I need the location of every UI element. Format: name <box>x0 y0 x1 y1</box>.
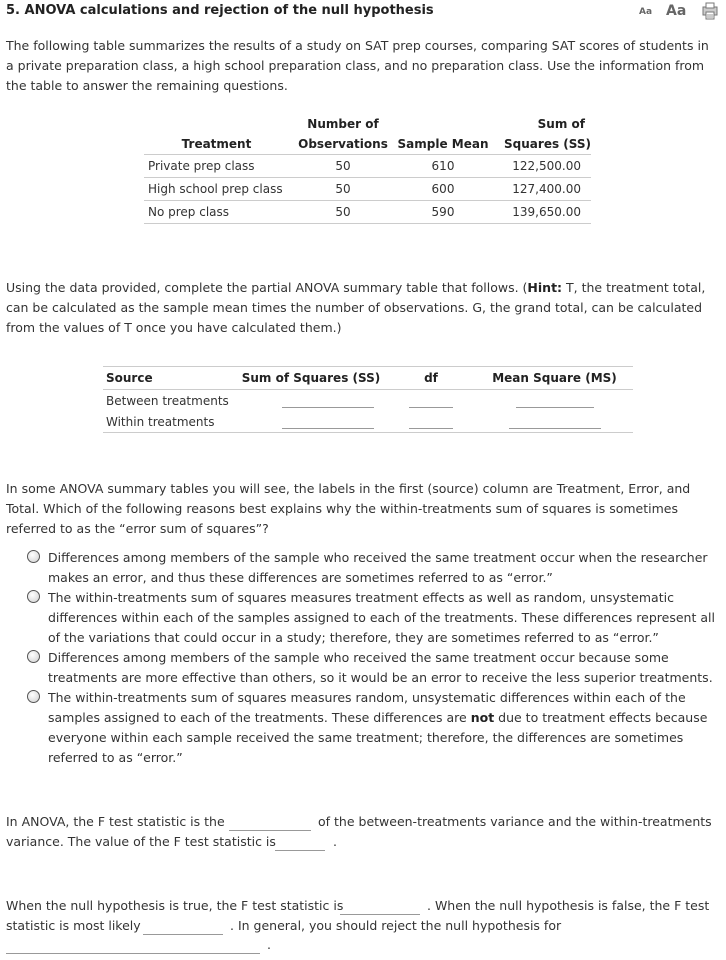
within-df-input[interactable] <box>409 414 453 429</box>
header-sample-mean: Sample Mean <box>397 137 489 151</box>
treatment-cell: High school prep class <box>144 178 289 201</box>
study-results-table <box>144 114 591 224</box>
fstat-ratio-dropdown[interactable] <box>229 816 311 831</box>
header-df: df <box>386 367 476 390</box>
instructions-paragraph <box>6 278 720 338</box>
null-false-dropdown[interactable] <box>143 920 223 935</box>
table-header-row-2 <box>144 134 591 155</box>
within-ms-input[interactable] <box>509 414 601 429</box>
null-true-dropdown[interactable] <box>340 900 420 915</box>
fstat-text-3: variance. The value of the F test statistic is <box>6 834 276 849</box>
header-observations: Observations <box>298 137 388 151</box>
table-header-row <box>103 367 633 390</box>
table-row <box>144 178 591 201</box>
fstat-value-input[interactable] <box>275 836 325 851</box>
font-size-large-button[interactable]: Aa <box>666 3 687 19</box>
nullh-text-4: . In general, you should reject the null hypothesis for <box>230 918 562 933</box>
font-size-small-button[interactable]: Aa <box>639 7 653 17</box>
header-squares-ss: Squares (SS) <box>504 137 591 151</box>
table-row <box>103 390 633 412</box>
anova-summary-table <box>103 366 633 433</box>
option-1-label[interactable]: Differences among members of the sample who received the same treatment occur when the researcher makes an error, and thus these differences are sometimes referred to as “error.” <box>48 550 708 585</box>
option-3-label[interactable]: Differences among members of the sample who received the same treatment occur because some treatments are more effective than others, so it would be an error to receive the less superior treatments. <box>48 650 713 685</box>
header-source: Source <box>103 367 236 390</box>
question-title: 5. ANOVA calculations and rejection of the null hypothesis <box>6 3 434 18</box>
fstat-text-4: . <box>333 834 337 849</box>
mean-cell: 590 <box>397 201 489 224</box>
option-4-radio[interactable] <box>27 690 40 703</box>
table-row <box>103 411 633 433</box>
source-cell: Between treatments <box>106 393 229 408</box>
hint-label: Hint: <box>527 280 563 295</box>
header-number-of: Number of <box>307 117 379 131</box>
fstat-text-1: In ANOVA, the F test statistic is the <box>6 814 225 829</box>
error-ss-question: In some ANOVA summary tables you will see, the labels in the first (source) column are Treatment, Error, and Total. Which of the following reasons best explains why the within-treatments sum of squares is sometimes referred to as the “error sum of squares”? <box>6 481 691 536</box>
reject-condition-dropdown[interactable] <box>6 939 260 954</box>
instructions-text: Using the data provided, complete the partial ANOVA summary table that follows. ( <box>6 280 528 295</box>
treatment-cell: No prep class <box>144 201 289 224</box>
n-cell: 50 <box>289 155 397 178</box>
table-header-row-1 <box>144 114 591 134</box>
n-cell: 50 <box>289 201 397 224</box>
fstat-text-2: of the between-treatments variance and the within-treatments <box>318 814 712 829</box>
nullh-text-1: When the null hypothesis is true, the F test statistic is <box>6 898 344 913</box>
ss-cell: 127,400.00 <box>489 178 591 201</box>
between-ms-input[interactable] <box>516 393 594 408</box>
nullh-text-5: . <box>267 937 271 952</box>
print-icon[interactable] <box>701 2 719 20</box>
nullh-text-3: statistic is most likely <box>6 918 141 933</box>
ss-cell: 139,650.00 <box>489 201 591 224</box>
between-ss-input[interactable] <box>282 393 374 408</box>
header-sum-of: Sum of <box>537 117 585 131</box>
table-row <box>144 201 591 224</box>
hint-text: T, the treatment total, can be calculated as the sample mean times the number of observations. G, the grand total, can be calculated from the values of T once you have calculated them.) <box>6 280 706 335</box>
between-df-input[interactable] <box>409 393 453 408</box>
question-header <box>0 0 726 30</box>
header-ms: Mean Square (MS) <box>476 367 633 390</box>
option-3-radio[interactable] <box>27 650 40 663</box>
source-cell: Within treatments <box>103 411 236 433</box>
option-2-label[interactable]: The within-treatments sum of squares measures treatment effects as well as random, unsystematic differences within each of the samples assigned to each of the treatments. These differences represent all of the variations that could occur in a study; therefore, they are sometimes referred to as “error.” <box>48 590 715 645</box>
header-ss: Sum of Squares (SS) <box>236 367 386 390</box>
option-1-radio[interactable] <box>27 550 40 563</box>
ss-cell: 122,500.00 <box>489 155 591 178</box>
option-2-radio[interactable] <box>27 590 40 603</box>
table-row <box>144 155 591 178</box>
intro-paragraph: The following table summarizes the results of a study on SAT prep courses, comparing SAT scores of students in a private preparation class, a high school preparation class, and no preparation class. Use the information from the table to answer the remaining questions. <box>6 38 709 93</box>
treatment-cell: Private prep class <box>144 155 289 178</box>
emphasis-not: not <box>470 710 495 725</box>
mean-cell: 600 <box>397 178 489 201</box>
option-4-label[interactable]: The within-treatments sum of squares measures random, unsystematic differences within each of the samples assigned to each of the treatments. These differences are not due to treatment effects because everyone within each sample received the same treatment; therefore, the differences are sometimes referred to as “error.” <box>48 690 708 765</box>
header-treatment: Treatment <box>181 137 252 151</box>
nullh-text-2: . When the null hypothesis is false, the F test <box>427 898 710 913</box>
mean-cell: 610 <box>397 155 489 178</box>
within-ss-input[interactable] <box>282 414 374 429</box>
n-cell: 50 <box>289 178 397 201</box>
